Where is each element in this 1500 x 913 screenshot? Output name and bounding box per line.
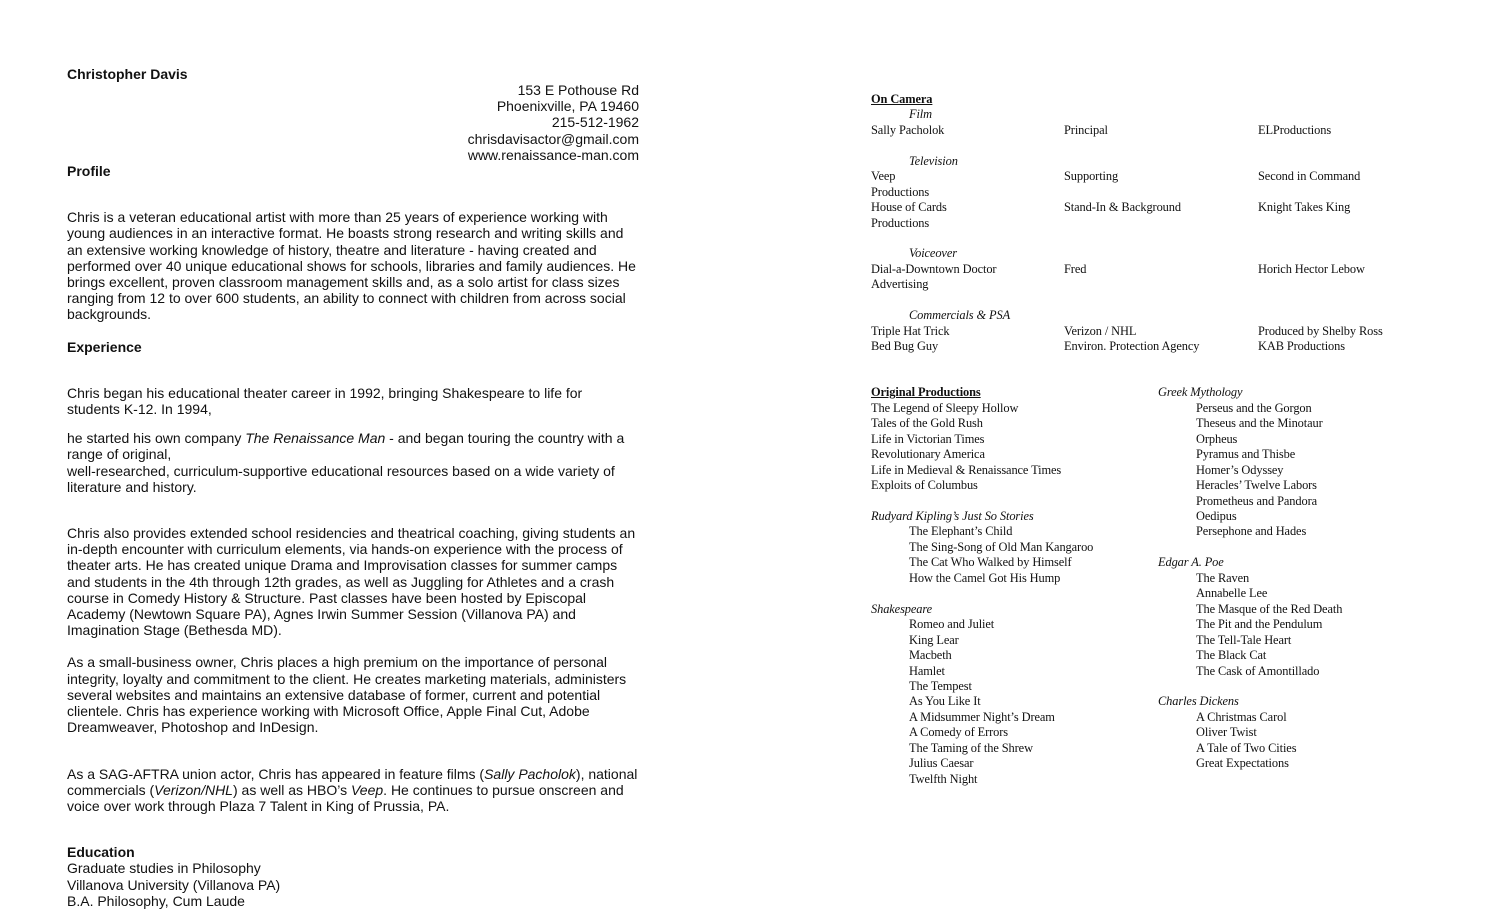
credit-company: Produced by Shelby Ross: [1258, 323, 1383, 338]
credit-company: Horich Hector Lebow: [1258, 261, 1365, 276]
productions-column-left: [871, 385, 1157, 787]
experience-heading: Experience: [67, 338, 142, 355]
production-item: The Cat Who Walked by Himself: [909, 555, 1072, 570]
kipling-heading: Rudyard Kipling’s Just So Stories: [871, 509, 1034, 523]
production-item: Romeo and Juliet: [909, 617, 995, 632]
production-item: Perseus and the Gorgon: [1196, 400, 1312, 415]
production-item: Pyramus and Thisbe: [1196, 447, 1296, 462]
production-item: The Tell-Tale Heart: [1196, 632, 1292, 647]
credits-page: [871, 92, 1431, 786]
education-line: Villanova University (Villanova PA): [67, 876, 281, 893]
education-heading: Education: [67, 844, 135, 861]
production-item: Revolutionary America: [871, 447, 985, 462]
production-item: Tales of the Gold Rush: [871, 416, 983, 431]
credit-company: ELProductions: [1258, 122, 1332, 137]
production-item: A Christmas Carol: [1196, 709, 1287, 724]
shakespeare-heading: Shakespeare: [871, 601, 933, 616]
production-item: The Raven: [1196, 570, 1250, 585]
commercials-subheading: Commercials & PSA: [909, 308, 1011, 323]
production-item: A Comedy of Errors: [909, 725, 1009, 740]
contact-block: [67, 82, 639, 163]
production-item: The Cask of Amontillado: [1196, 663, 1320, 678]
credit-title: Productions: [871, 184, 930, 199]
production-item: Prometheus and Pandora: [1196, 493, 1317, 508]
production-item: Hamlet: [909, 663, 945, 678]
credit-row: [871, 200, 1431, 215]
credit-title: Productions: [871, 215, 930, 230]
production-item: The Pit and the Pendulum: [1196, 617, 1323, 632]
credit-role: Verizon / NHL: [1064, 323, 1137, 338]
on-camera-heading: On Camera: [871, 92, 933, 106]
production-item: The Black Cat: [1196, 648, 1267, 663]
production-item: Orpheus: [1196, 431, 1238, 446]
production-item: Oedipus: [1196, 509, 1237, 524]
production-item: Theseus and the Minotaur: [1196, 416, 1323, 431]
experience-paragraph-3: Chris also provides extended school residencies and theatrical coaching, giving students an in-depth encounter with curriculum elements, via hands-on experience with the process of theater arts. He has created unique Drama and Improvisation classes for summer camps and students in the 4th through 12th grades, as well as Juggling for Athletes and a crash course in Comedy History & Structure. Past classes have been hosted by Episcopal Academy (Newtown Square PA), Agnes Irwin Summer Session (Villanova PA) and Imagination Stage (Bethesda MD).: [67, 525, 636, 639]
credit-row: [871, 324, 1431, 339]
production-item: Julius Caesar: [909, 756, 974, 771]
education-line: Graduate studies in Philosophy: [67, 860, 261, 877]
experience-paragraph-5: As a SAG-AFTRA union actor, Chris has appeared in feature films (Sally Pacholok), national commercials (Verizon/NHL) as well as HBO’s Veep. He continues to pursue onscreen and voice over work through Plaza 7 Talent in King of Prussia, PA.: [67, 765, 638, 814]
production-item: The Masque of the Red Death: [1196, 601, 1343, 616]
production-item: The Elephant’s Child: [909, 524, 1013, 539]
credit-title: Dial-a-Downtown Doctor: [871, 261, 997, 276]
production-item: The Taming of the Shrew: [909, 740, 1033, 755]
credit-role: Supporting: [1064, 169, 1119, 184]
production-item: Life in Medieval & Renaissance Times: [871, 462, 1062, 477]
credit-row: [871, 339, 1431, 354]
experience-paragraph-2: he started his own company The Renaissance Man - and began touring the country with a range of original,: [67, 430, 625, 463]
credit-row: [871, 169, 1431, 184]
credit-company: Second in Command: [1258, 169, 1361, 184]
production-item: Twelfth Night: [909, 771, 978, 786]
credit-role: Principal: [1064, 122, 1108, 137]
production-item: Macbeth: [909, 648, 952, 663]
poe-heading: Edgar A. Poe: [1158, 555, 1224, 570]
production-item: The Tempest: [909, 678, 972, 693]
email-address: chrisdavisactor@gmail.com: [467, 130, 639, 147]
credit-company: KAB Productions: [1258, 339, 1345, 354]
production-item: Homer’s Odyssey: [1196, 462, 1284, 477]
production-item: King Lear: [909, 632, 959, 647]
education-line: B.A. Philosophy, Cum Laude: [67, 892, 245, 909]
television-subheading: Television: [909, 153, 958, 168]
credit-title: Veep: [871, 169, 896, 184]
greek-mythology-heading: Greek Mythology: [1158, 385, 1243, 400]
production-item: Annabelle Lee: [1196, 586, 1268, 601]
experience-paragraph-1: Chris began his educational theater career in 1992, bringing Shakespeare to life for students K-12. In 1994,: [67, 384, 583, 418]
original-productions-heading: Original Productions: [871, 385, 981, 400]
production-item: The Legend of Sleepy Hollow: [871, 400, 1019, 415]
voiceover-subheading: Voiceover: [909, 246, 957, 261]
credit-title: Triple Hat Trick: [871, 323, 950, 338]
experience-paragraph-4: As a small-business owner, Chris places a high premium on the importance of personal integrity, loyalty and commitment to the client. He creates marketing materials, administers several websites and maintains an extensive database of former, current and potential clientele. Chris has experience working with Microsoft Office, Apple Final Cut, Adobe Dreamweaver, Photoshop and InDesign.: [67, 654, 627, 736]
productions-column-right: [1158, 385, 1438, 771]
production-item: A Tale of Two Cities: [1196, 740, 1297, 755]
phone-number: 215-512-1962: [551, 114, 639, 131]
credit-row: [871, 123, 1431, 138]
production-item: Life in Victorian Times: [871, 431, 985, 446]
credit-row: [871, 262, 1431, 277]
production-item: Oliver Twist: [1196, 725, 1257, 740]
dickens-heading: Charles Dickens: [1158, 694, 1239, 709]
credit-row: [871, 185, 1431, 200]
production-item: A Midsummer Night’s Dream: [909, 709, 1055, 724]
credit-role: Stand-In & Background: [1064, 200, 1181, 215]
profile-text: Chris is a veteran educational artist with more than 25 years of experience working with young audiences in an interactive format. He boasts strong research and writing skills and an extensive working knowledge of history, theatre and literature - having created and performed over 40 unique educational shows for schools, libraries and family audiences. He brings excellent, proven classroom management skills and, as a solo artist for class sizes ranging from 12 to over 600 students, an ability to connect with children from across social backgrounds.: [67, 209, 636, 323]
credit-title: Sally Pacholok: [871, 122, 945, 137]
credit-role: Environ. Protection Agency: [1064, 339, 1200, 354]
credit-role: Fred: [1064, 261, 1087, 276]
credit-row: [871, 277, 1431, 292]
credit-title: Bed Bug Guy: [871, 339, 939, 354]
city-state-zip: Phoenixville, PA 19460: [496, 98, 639, 115]
credit-title: Advertising: [871, 277, 929, 292]
production-item: As You Like It: [909, 694, 981, 709]
production-item: Heracles’ Twelve Labors: [1196, 478, 1317, 493]
website-address: www.renaissance-man.com: [467, 146, 639, 163]
production-item: The Sing-Song of Old Man Kangaroo: [909, 539, 1094, 554]
credit-company: Knight Takes King: [1258, 200, 1351, 215]
production-item: Exploits of Columbus: [871, 478, 978, 493]
production-item: How the Camel Got His Hump: [909, 570, 1061, 585]
street-address: 153 E Pothouse Rd: [517, 82, 639, 98]
candidate-name: Christopher Davis: [67, 66, 188, 82]
credit-title: House of Cards: [871, 200, 947, 215]
film-subheading: Film: [909, 107, 933, 122]
production-item: Great Expectations: [1196, 756, 1289, 771]
profile-heading: Profile: [67, 163, 111, 180]
credit-row: [871, 216, 1431, 231]
resume-page: [67, 66, 639, 909]
production-item: Persephone and Hades: [1196, 524, 1307, 539]
experience-paragraph-2-cont: well-researched, curriculum-supportive educational resources based on a wide variety of literature and history.: [67, 462, 615, 495]
